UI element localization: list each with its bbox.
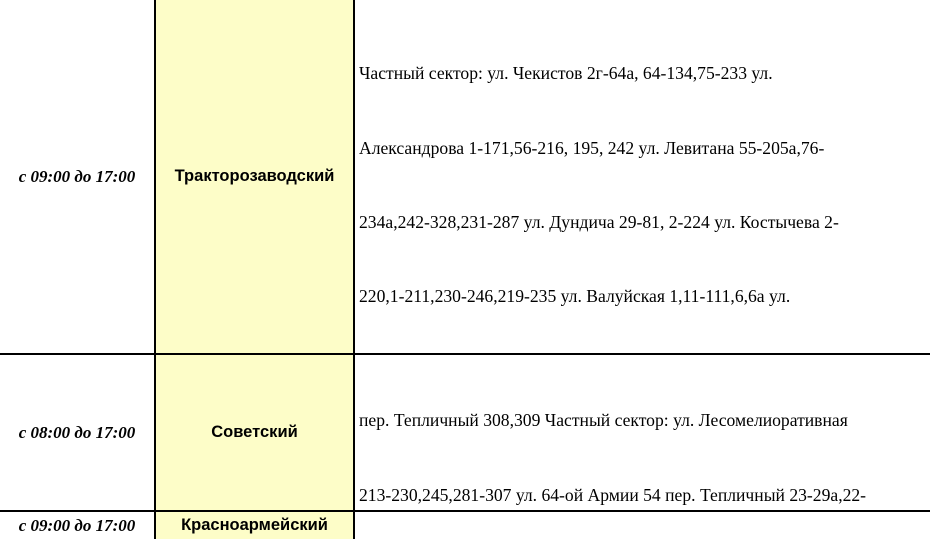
streets-line: 213-230,245,281-307 ул. 64-ой Армии 54 пер. Тепличный 23-29а,22- — [359, 484, 867, 505]
time-cell: с 09:00 до 17:00 — [18, 515, 136, 535]
time-cell: с 08:00 до 17:00 — [18, 422, 136, 442]
time-cell: с 09:00 до 17:00 — [18, 166, 136, 186]
streets-line: Частный сектор: ул. Чекистов 2г-64а, 64-134,75-233 ул. — [359, 63, 773, 84]
streets-line: Александрова 1-171,56-216, 195, 242 ул. Левитана 55-205а,76- — [359, 137, 825, 158]
streets-cell — [355, 512, 930, 539]
table-row — [0, 355, 930, 510]
streets-line: 234а,242-328,231-287 ул. Дундича 29-81, 2-224 ул. Костычева 2- — [359, 211, 839, 232]
district-cell: Советский — [154, 355, 355, 510]
streets-line: пер. Тепличный 308,309 Частный сектор: ул. Лесомелиоративная — [359, 410, 848, 431]
streets-cell — [355, 0, 930, 353]
district-cell: Тракторозаводский — [154, 0, 355, 353]
district-cell: Красноармейский — [154, 512, 355, 539]
streets-line: 220,1-211,230-246,219-235 ул. Валуйская 1,11-111,6,6а ул. — [359, 285, 791, 306]
table-row — [0, 512, 930, 539]
streets-cell — [355, 355, 930, 510]
